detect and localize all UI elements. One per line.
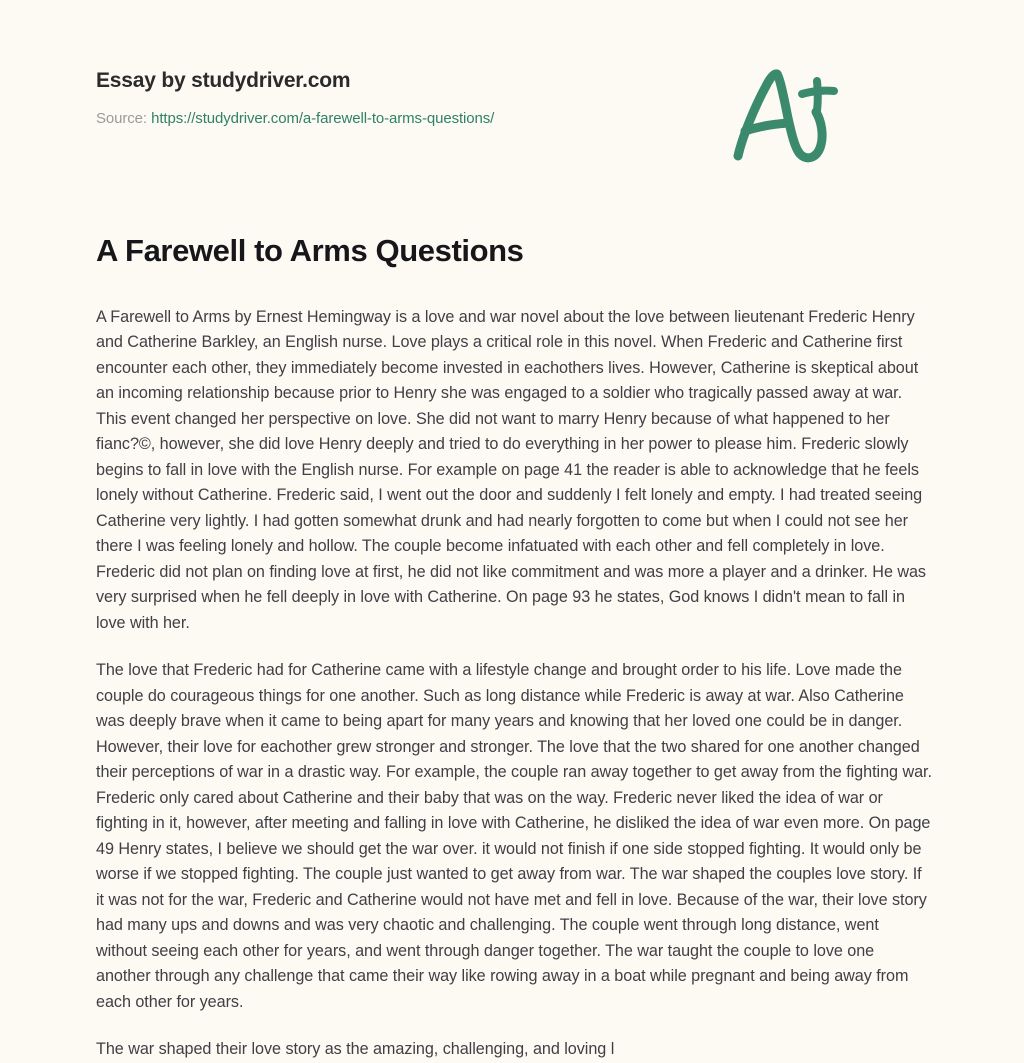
paragraph: A Farewell to Arms by Ernest Hemingway is a love and war novel about the love between lieutenant Frederic Henry and Catherine Barkley, an English nurse. Love plays a critical role in this novel. When Frederic and Catherine first encounter each other, they immediately become invested in eachothers lives. However, Catherine is skeptical about an incoming relationship because prior to Henry she was engaged to a soldier who tragically passed away at war. This event changed her perspective on love. She did not want to marry Henry because of what happened to her fianc?©, however, she did love Henry deeply and tried to do everything in her power to please him. Frederic slowly begins to fall in love with the English nurse. For example on page 41 the reader is able to acknowledge that he feels lonely without Catherine. Frederic said, I went out the door and suddenly I felt lonely and empty. I had treated seeing Catherine very lightly. I had gotten somewhat drunk and had nearly forgotten to come but when I could not see her there I was feeling lonely and hollow. The couple become infatuated with each other and fell completely in love. Frederic did not plan on finding love at first, he did not like commitment and was more a player and a drinker. He was very surprised when he fell deeply in love with Catherine. On page 93 he states, God knows I didn't mean to fall in love with her. <box>96 307 926 632</box>
essay-body <box>96 305 932 1063</box>
source-label: Source: <box>96 110 147 128</box>
studydriver-a-plus-logo-icon <box>712 58 852 168</box>
paragraph: The love that Frederic had for Catherine came with a lifestyle change and brought order to his life. Love made the couple do courageous things for one another. Such as long distance while Frederic is away at war. Also Catherine was deeply brave when it came to being apart for many years and knowing that her loved one could be in danger. However, their love for eachother grew stronger and stronger. The love that the two shared for one another changed their perceptions of war in a drastic way. For example, the couple ran away together to get away from the fighting war. Frederic only cared about Catherine and their baby that was on the way. Frederic never liked the idea of war or fighting in it, however, after meeting and falling in love with Catherine, he disliked the idea of war even more. On page 49 Henry states, I believe we should get the war over. it would not finish if one side stopped fighting. It would only be worse if we stopped fighting. The couple just wanted to get away from war. The war shaped the couples love story. If it was not for the war, Frederic and Catherine would not have met and fell in love. Because of the war, their love story had many ups and downs and was very chaotic and challenging. The couple went through long distance, went without seeing each other for years, and went through danger together. The war taught the couple to love one another through any challenge that came their way like rowing away in a boat while pregnant and being away from each other for years. <box>96 661 932 1011</box>
page-title: A Farewell to Arms Questions <box>96 233 524 268</box>
paragraph: The war shaped their love story as the amazing, challenging, and loving l <box>96 1040 615 1059</box>
page-header <box>96 0 928 128</box>
brand-byline: Essay by studydriver.com <box>96 69 351 92</box>
source-url-link[interactable]: https://studydriver.com/a-farewell-to-arms-questions/ <box>151 110 495 128</box>
